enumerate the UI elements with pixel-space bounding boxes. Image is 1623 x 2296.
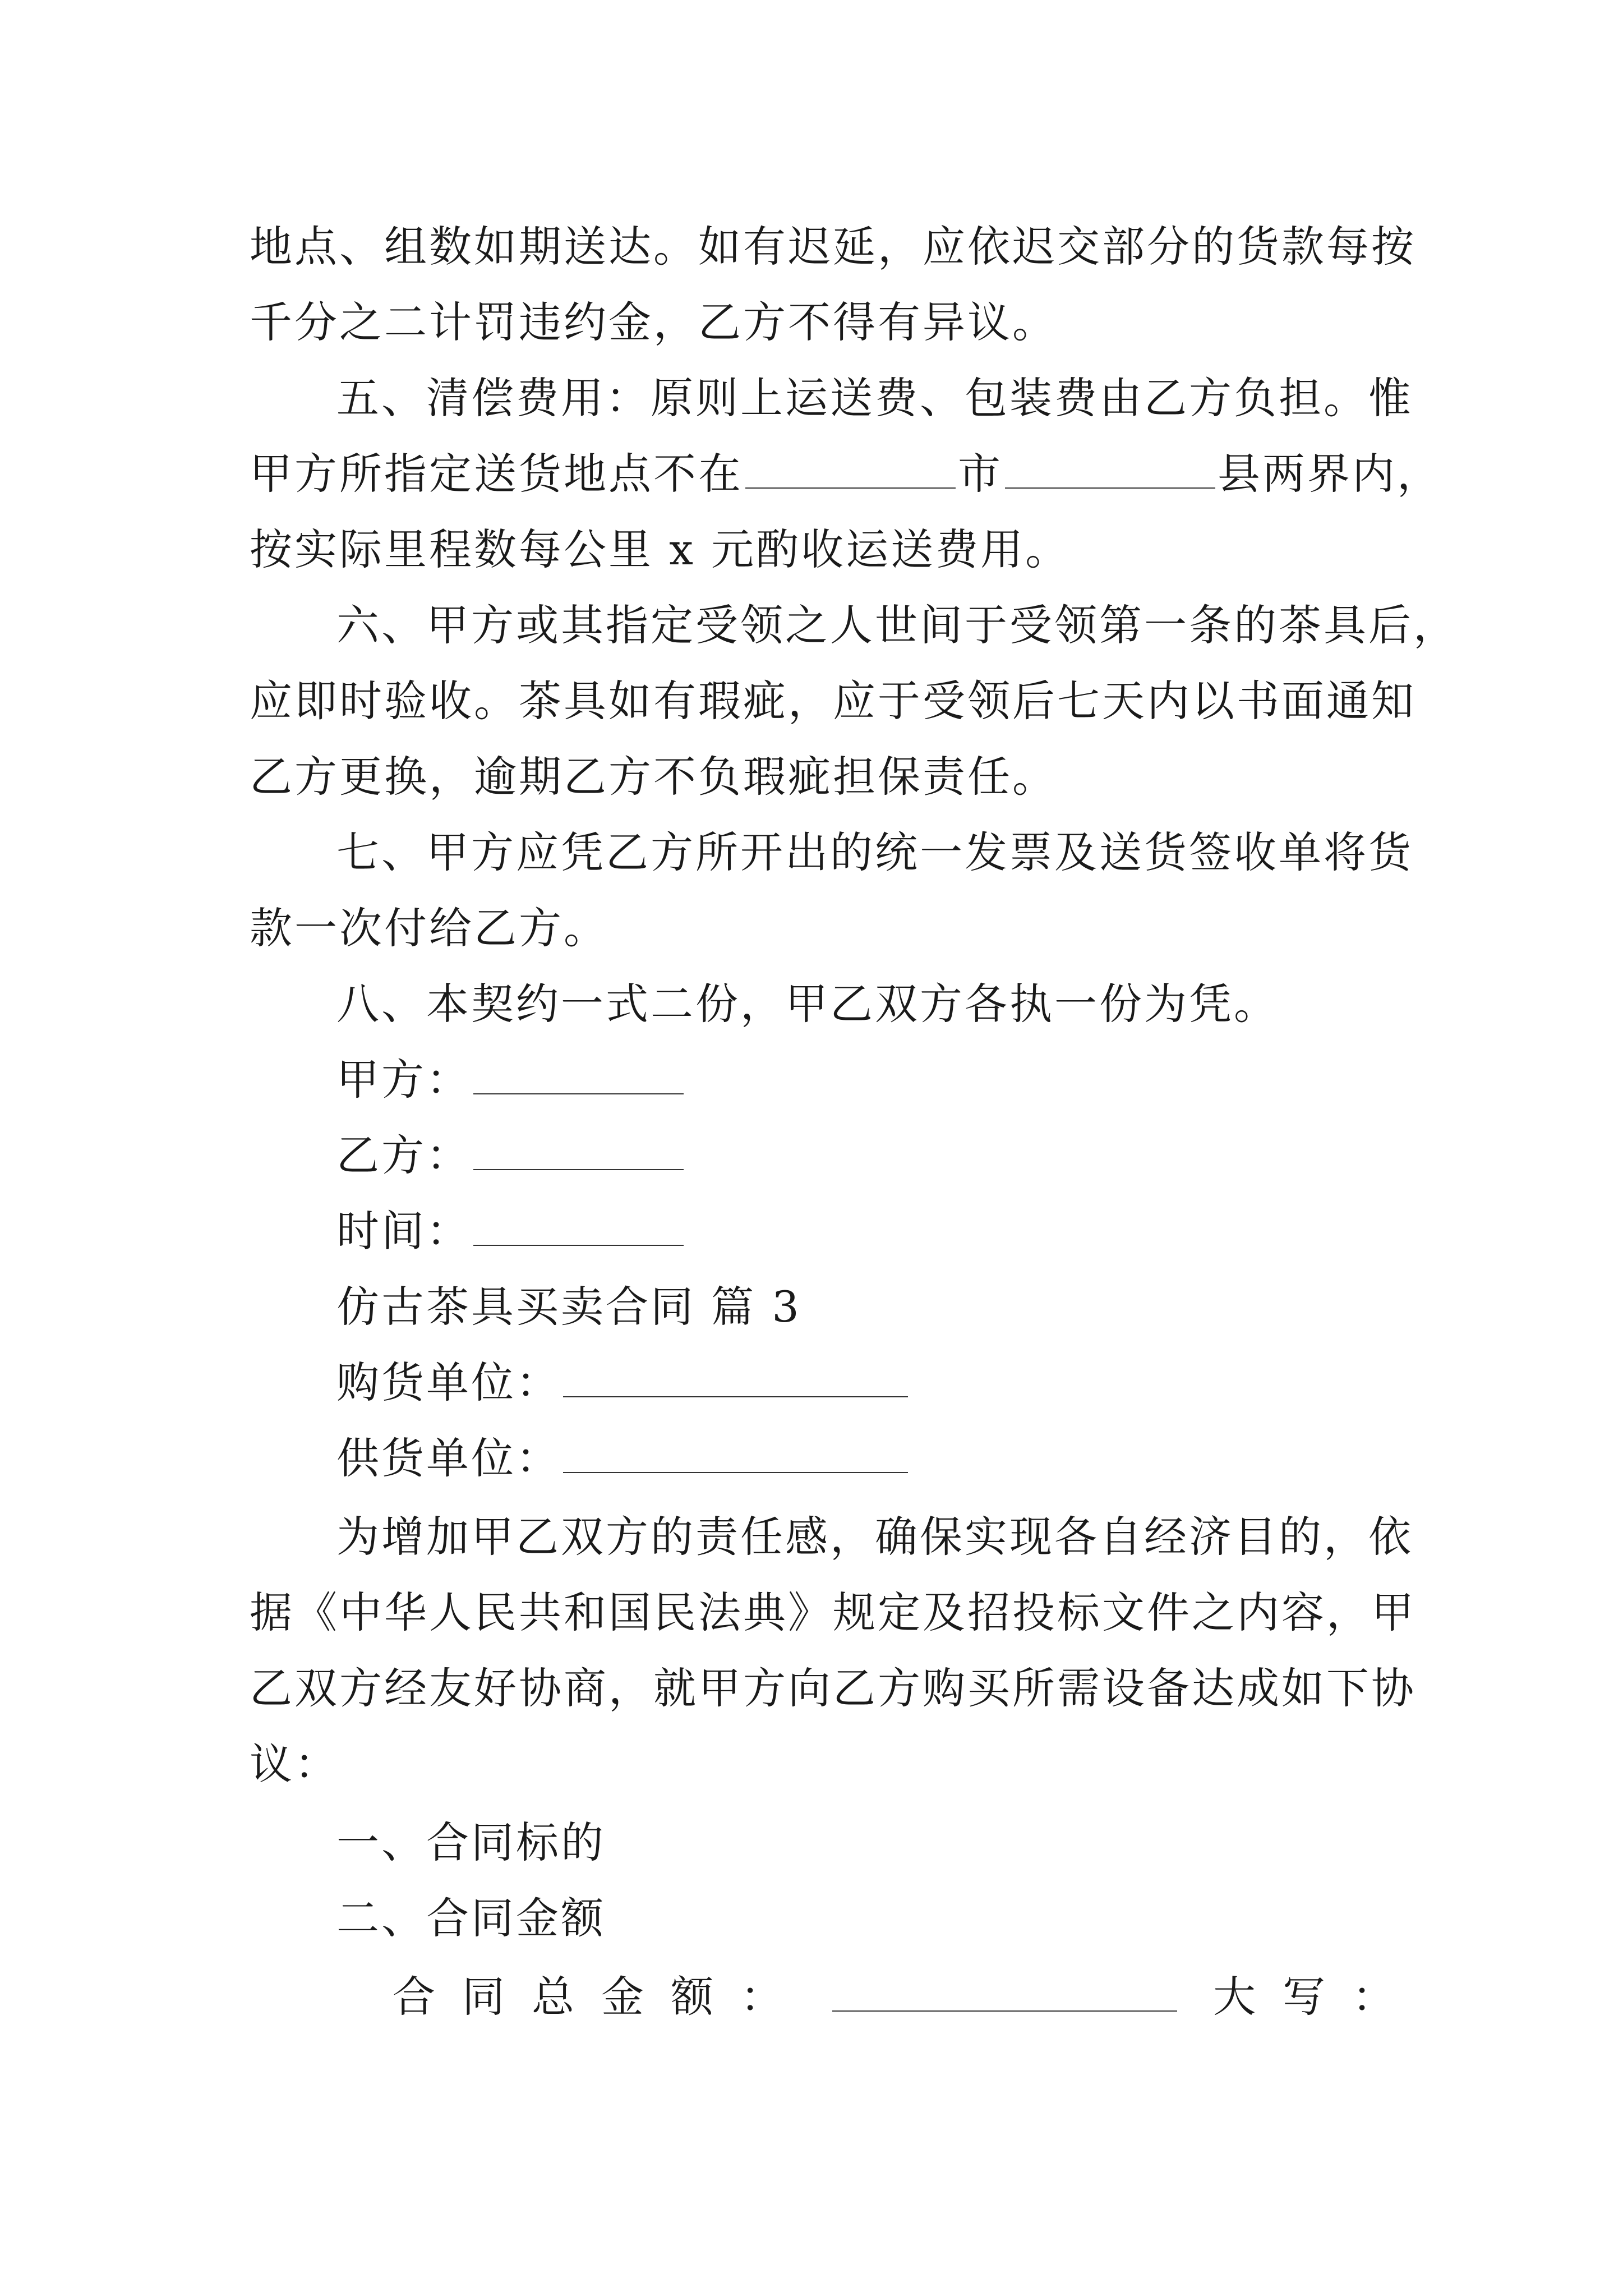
text-segment: 市	[958, 449, 1003, 499]
paragraph-line: 为增加甲乙双方的责任感，确保实现各自经济目的，依	[336, 1512, 1413, 1562]
signature-line-date	[336, 1203, 1394, 1259]
signature-line-party-a	[336, 1052, 1394, 1108]
paragraph-line: 款一次付给乙方。	[250, 903, 608, 953]
clause-heading: 一、合同标的	[336, 1818, 606, 1867]
paragraph-line: 地点、组数如期送达。如有迟延，应依迟交部分的货款每按	[250, 222, 1416, 272]
paragraph-line: 议：	[250, 1739, 339, 1789]
field-label: 供货单位：	[336, 1433, 561, 1483]
fill-in-blank[interactable]	[1005, 448, 1215, 489]
clause-heading: 二、合同金额	[336, 1893, 606, 1943]
field-label: 时间：	[336, 1206, 471, 1256]
fill-in-blank[interactable]	[832, 1971, 1177, 2012]
paragraph-line: 乙双方经友好协商，就甲方向乙方购买所需设备达成如下协	[250, 1663, 1416, 1713]
total-amount-line	[393, 1969, 1422, 2025]
fill-in-blank[interactable]	[473, 1054, 684, 1094]
paragraph-line: 六、甲方或其指定受领之人世间于受领第一条的茶具后，	[336, 600, 1458, 650]
fill-in-blank[interactable]	[563, 1357, 908, 1397]
text-segment: 甲方所指定送货地点不在	[250, 449, 743, 499]
fill-in-blank[interactable]	[563, 1433, 908, 1473]
paragraph-line: 据《中华人民共和国民法典》规定及招投标文件之内容，甲	[250, 1588, 1416, 1637]
fill-in-blank[interactable]	[745, 448, 956, 489]
field-label: 合同总金额：	[393, 1972, 810, 2022]
fill-in-blank[interactable]	[473, 1130, 684, 1170]
supplier-field-line	[336, 1430, 1394, 1487]
paragraph-line: 千分之二计罚违约金，乙方不得有异议。	[250, 297, 1057, 347]
paragraph-line: 七、甲方应凭乙方所开出的统一发票及送货签收单将货	[336, 827, 1413, 877]
signature-line-party-b	[336, 1128, 1394, 1184]
paragraph-line: 乙方更换，逾期乙方不负瑕疵担保责任。	[250, 752, 1057, 802]
fill-in-blank[interactable]	[473, 1205, 684, 1246]
paragraph-line: 按实际里程数每公里 x 元酌收运送费用。	[250, 524, 1071, 574]
paragraph-line: 八、本契约一式二份，甲乙双方各执一份为凭。	[336, 979, 1279, 1029]
paragraph-line: 五、清偿费用：原则上运送费、包装费由乙方负担。惟	[336, 373, 1413, 423]
field-label: 甲方：	[336, 1055, 471, 1105]
paragraph-line-with-blanks	[250, 446, 1442, 502]
buyer-field-line	[336, 1355, 1394, 1411]
field-label: 乙方：	[336, 1130, 471, 1180]
field-label: 大写：	[1213, 1972, 1422, 2022]
field-label: 购货单位：	[336, 1358, 561, 1407]
paragraph-line: 应即时验收。茶具如有瑕疵，应于受领后七天内以书面通知	[250, 676, 1416, 726]
text-segment: 县两界内，	[1218, 449, 1442, 499]
section-heading: 仿古茶具买卖合同 篇 3	[336, 1282, 801, 1332]
